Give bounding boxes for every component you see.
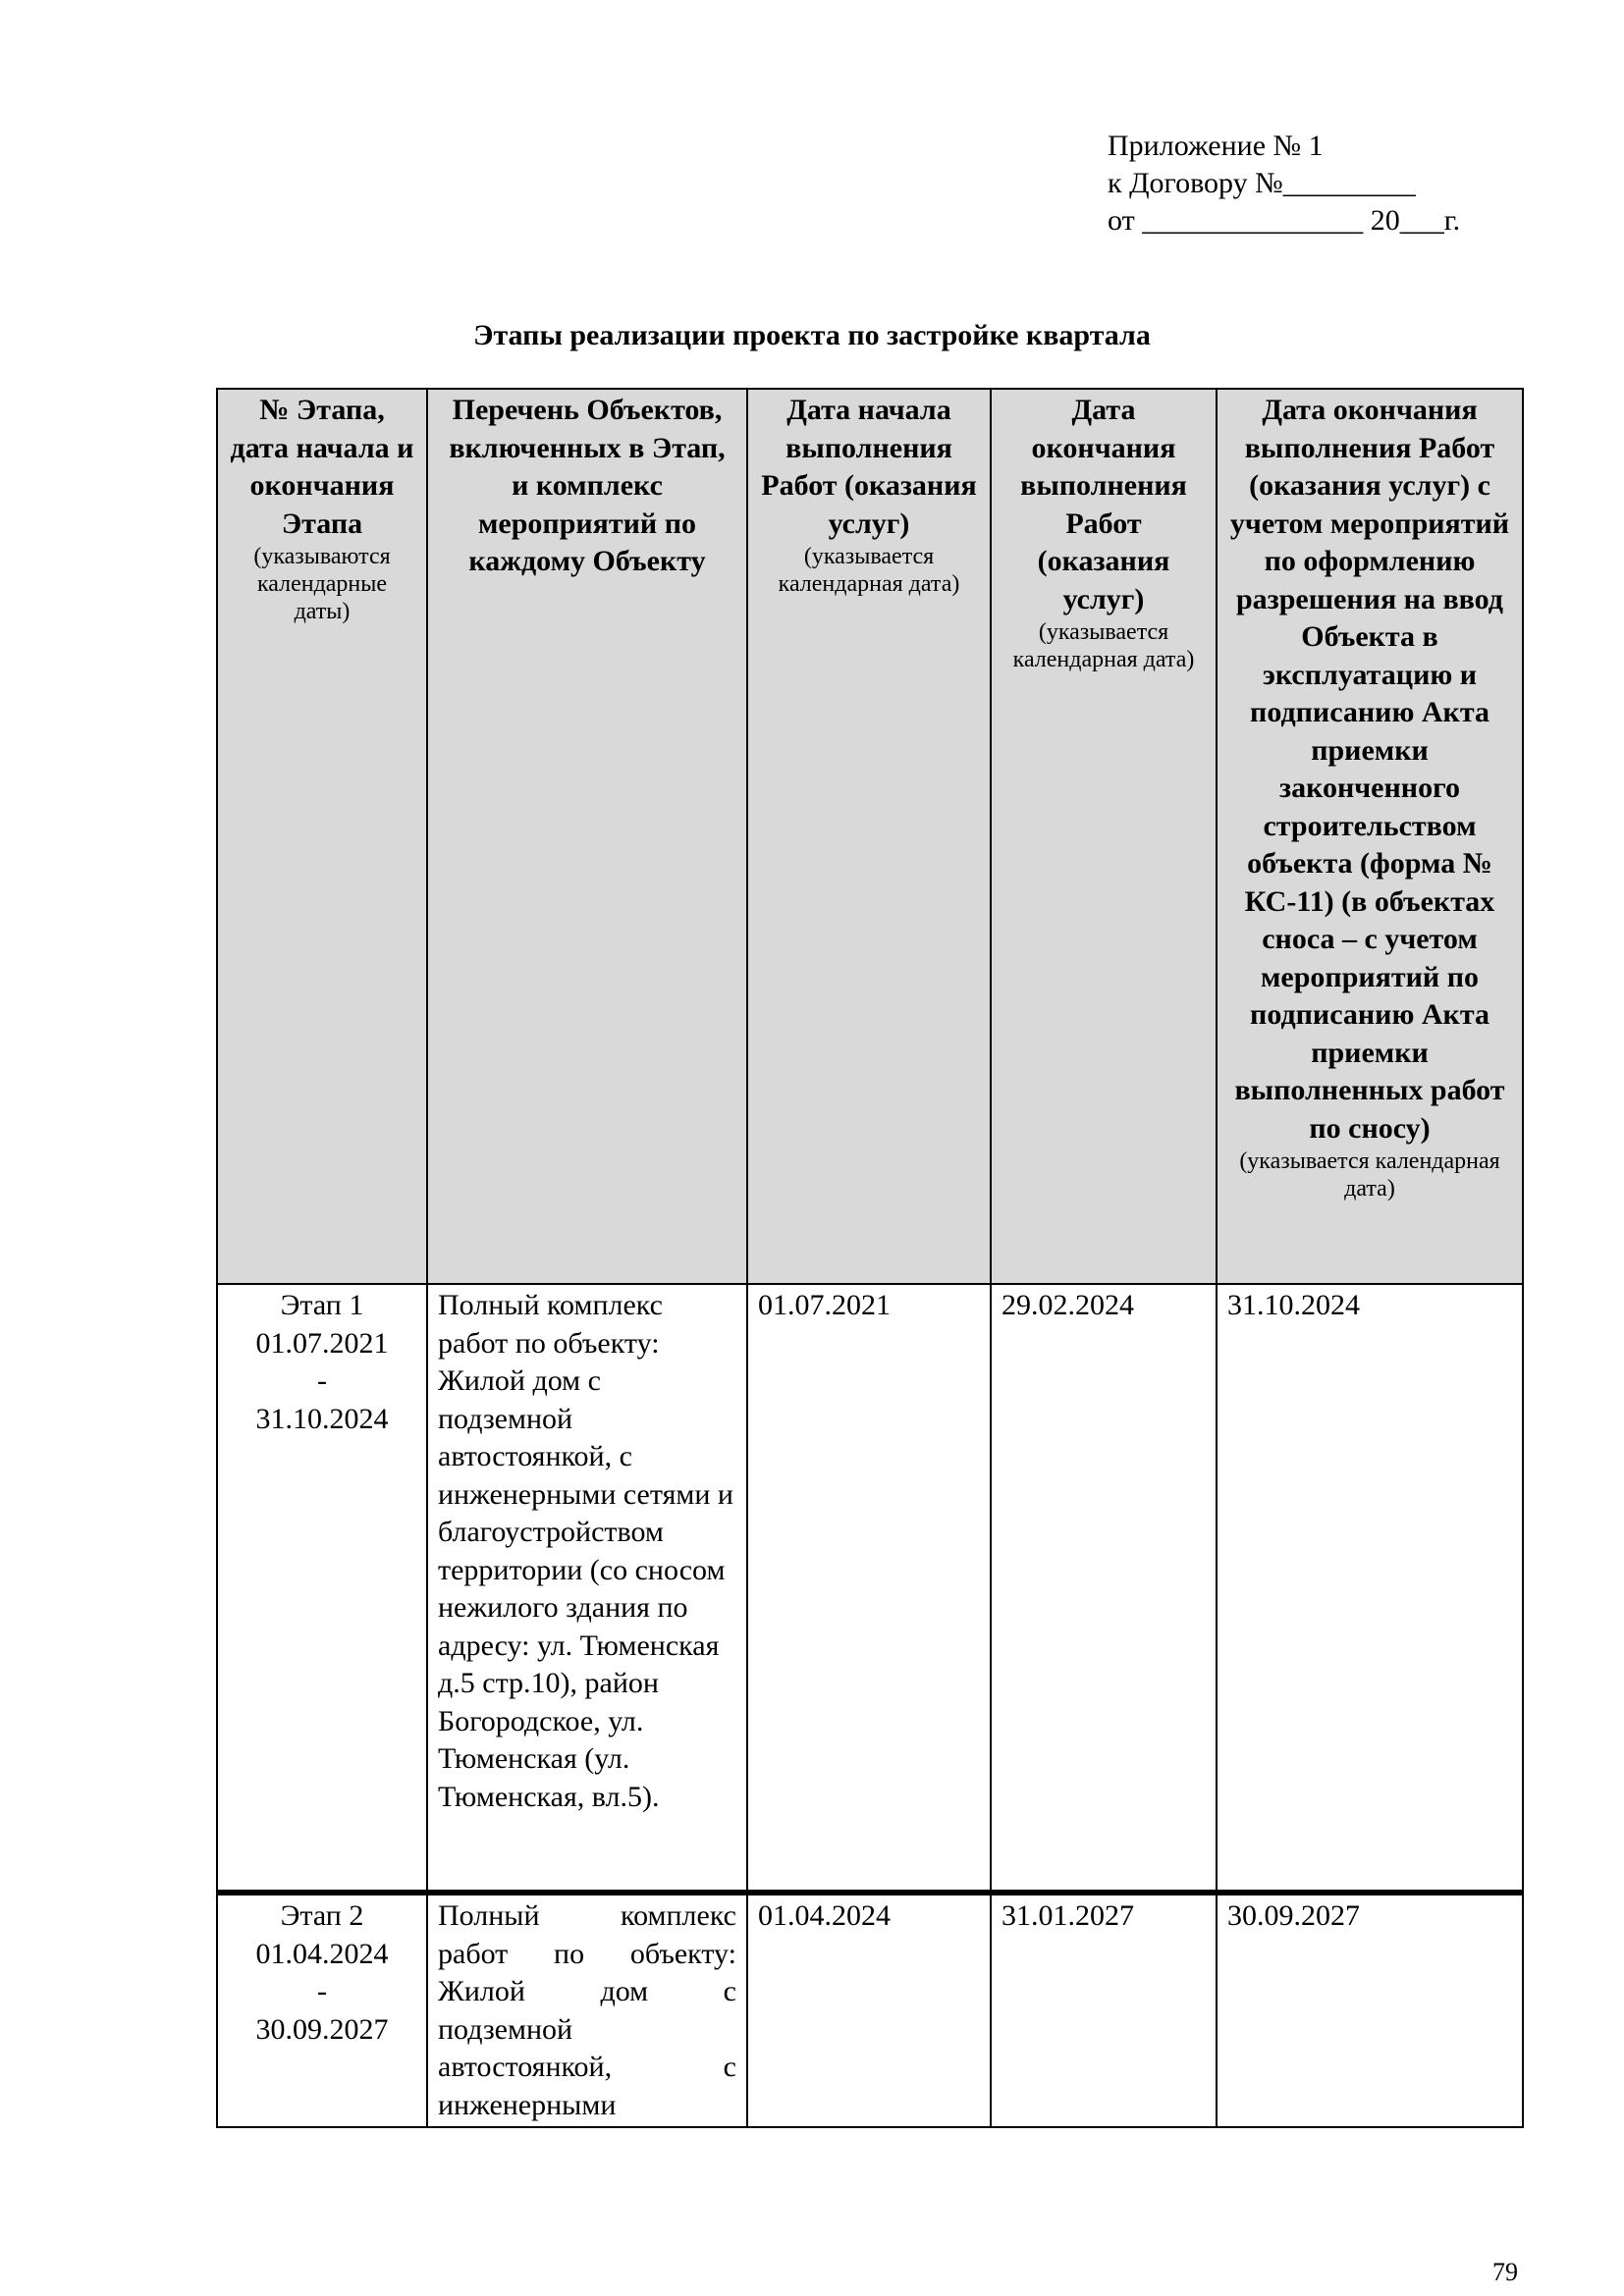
- header-start-date: Дата начала выполнения Работ (оказания услуг) (указывается календарная дата): [747, 389, 991, 1284]
- stage-cell: Этап 1 01.07.2021 - 31.10.2024: [217, 1284, 427, 1893]
- stage-cell: Этап 2 01.04.2024 - 30.09.2027: [217, 1893, 427, 2127]
- table-row: [217, 1284, 1523, 1893]
- objects-cell: Полный комплекс работ по объекту: Жилой дом с подземной автостоянкой, с инженерными сетями и благоустройством территории (со сносом нежилого здания по адресу: ул. Тюменская д.5 стр.10), район Богородское, ул. Тюменская (ул. Тюменская, вл.5).: [427, 1284, 747, 1893]
- header-end-date-with-acts: Дата окончания выполнения Работ (оказания услуг) с учетом мероприятий по оформлению разрешения на ввод Объекта в эксплуатацию и подписанию Акта приемки законченного строительством объекта (форма № КС-11) (в объектах сноса – с учетом мероприятий по подписанию Акта приемки выполненных работ по сносу) (указывается календарная дата): [1217, 389, 1523, 1284]
- appendix-line-2: к Договору №_________: [1108, 167, 1416, 199]
- table-header-row: [217, 389, 1523, 1284]
- appendix-block: [1108, 128, 1460, 240]
- end-date-with-acts-cell: 30.09.2027: [1217, 1893, 1523, 2127]
- page-number: 79: [1492, 2258, 1518, 2286]
- start-date-cell: 01.07.2021: [747, 1284, 991, 1893]
- header-stage: № Этапа, дата начала и окончания Этапа (указываются календарные даты): [217, 389, 427, 1284]
- document-title: Этапы реализации проекта по застройке квартала: [473, 319, 1151, 351]
- objects-cell: Полный комплекс работ по объекту: Жилой дом с подземной автостоянкой, с инженерными: [427, 1893, 747, 2127]
- end-date-cell: 29.02.2024: [991, 1284, 1217, 1893]
- start-date-cell: 01.04.2024: [747, 1893, 991, 2127]
- header-end-date: Дата окончания выполнения Работ (оказания услуг) (указывается календарная дата): [991, 389, 1217, 1284]
- end-date-with-acts-cell: 31.10.2024: [1217, 1284, 1523, 1893]
- appendix-line-1: Приложение № 1: [1108, 130, 1324, 162]
- stages-table: [216, 388, 1524, 2128]
- header-objects: Перечень Объектов, включенных в Этап, и комплекс мероприятий по каждому Объекту: [427, 389, 747, 1284]
- end-date-cell: 31.01.2027: [991, 1893, 1217, 2127]
- appendix-line-3: от _______________ 20___г.: [1108, 204, 1461, 237]
- table-row: [217, 1893, 1523, 2127]
